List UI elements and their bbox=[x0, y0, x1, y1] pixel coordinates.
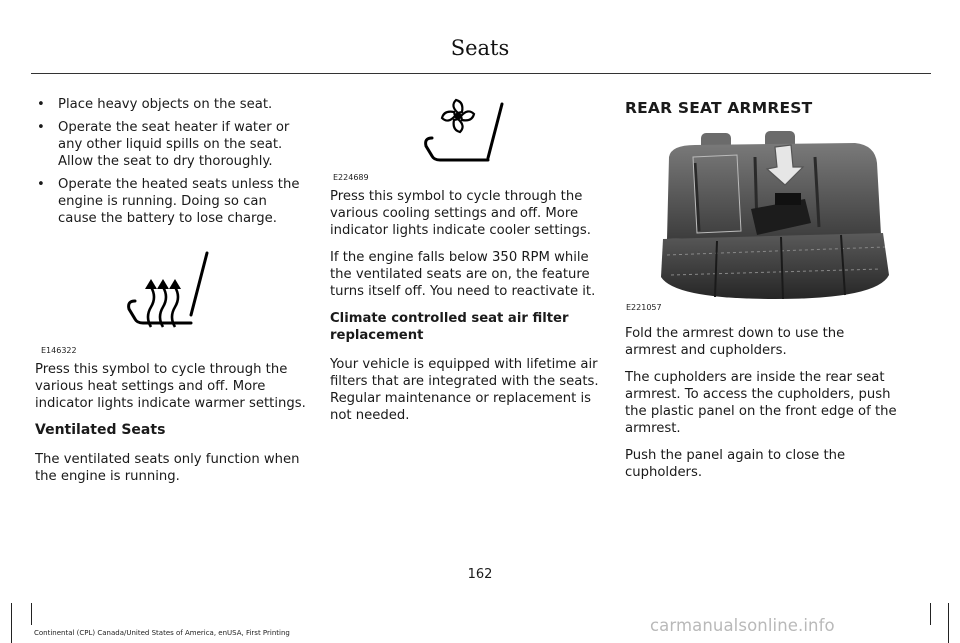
footer-text: Continental (CPL) Canada/United States of America, enUSA, First Printing bbox=[34, 629, 290, 637]
paragraph: Your vehicle is equipped with lifetime air filters that are integrated with the seats. Regular maintenance or replacement is not needed. bbox=[330, 357, 599, 423]
section-heading: REAR SEAT ARMREST bbox=[625, 99, 813, 117]
column-right bbox=[625, 96, 897, 491]
crop-mark bbox=[948, 603, 949, 643]
heated-seat-icon bbox=[123, 247, 223, 337]
paragraph: If the engine falls below 350 RPM while the ventilated seats are on, the feature turns itself off. You need to reactivate it. bbox=[330, 250, 596, 299]
crop-mark bbox=[31, 603, 32, 625]
crop-mark bbox=[930, 603, 931, 625]
list-item: • Operate the heated seats unless the engine is running. Doing so can cause the battery to lose charge. bbox=[37, 177, 300, 226]
section-title: Ventilated Seats bbox=[35, 422, 166, 438]
figure-id: E224689 bbox=[333, 173, 369, 182]
column-middle bbox=[330, 96, 602, 434]
paragraph: Press this symbol to cycle through the various cooling settings and off. More indicator lights indicate cooler settings. bbox=[330, 189, 591, 238]
header-divider bbox=[31, 73, 931, 74]
list-item: • Operate the seat heater if water or any other liquid spills on the seat. Allow the seat to dry thoroughly. bbox=[37, 120, 290, 169]
ventilated-seat-figure bbox=[330, 96, 602, 188]
watermark: carmanualsonline.info bbox=[650, 616, 835, 635]
bullet-list bbox=[35, 96, 307, 227]
paragraph: Fold the armrest down to use the armrest and cupholders. bbox=[625, 326, 845, 358]
crop-mark bbox=[11, 603, 12, 643]
paragraph: Press this symbol to cycle through the various heat settings and off. More indicator lights indicate warmer settings. bbox=[35, 362, 306, 411]
rear-seat-armrest-illustration bbox=[655, 127, 895, 307]
paragraph: The ventilated seats only function when the engine is running. bbox=[35, 452, 300, 484]
page-title: Seats bbox=[450, 36, 510, 60]
column-left bbox=[35, 96, 307, 495]
figure-id: E221057 bbox=[626, 303, 662, 312]
list-item: • Place heavy objects on the seat. bbox=[37, 97, 273, 112]
paragraph: Push the panel again to close the cupholders. bbox=[625, 448, 846, 480]
page-number: 162 bbox=[467, 567, 493, 582]
subheading: Climate controlled seat air filter replacement bbox=[330, 311, 569, 343]
heated-seat-figure bbox=[35, 233, 307, 361]
rear-seat-armrest-figure bbox=[625, 117, 897, 325]
figure-id: E146322 bbox=[41, 346, 77, 355]
ventilated-seat-icon bbox=[420, 90, 520, 174]
paragraph: The cupholders are inside the rear seat armrest. To access the cupholders, push the plastic panel on the front edge of the armrest. bbox=[625, 370, 897, 436]
